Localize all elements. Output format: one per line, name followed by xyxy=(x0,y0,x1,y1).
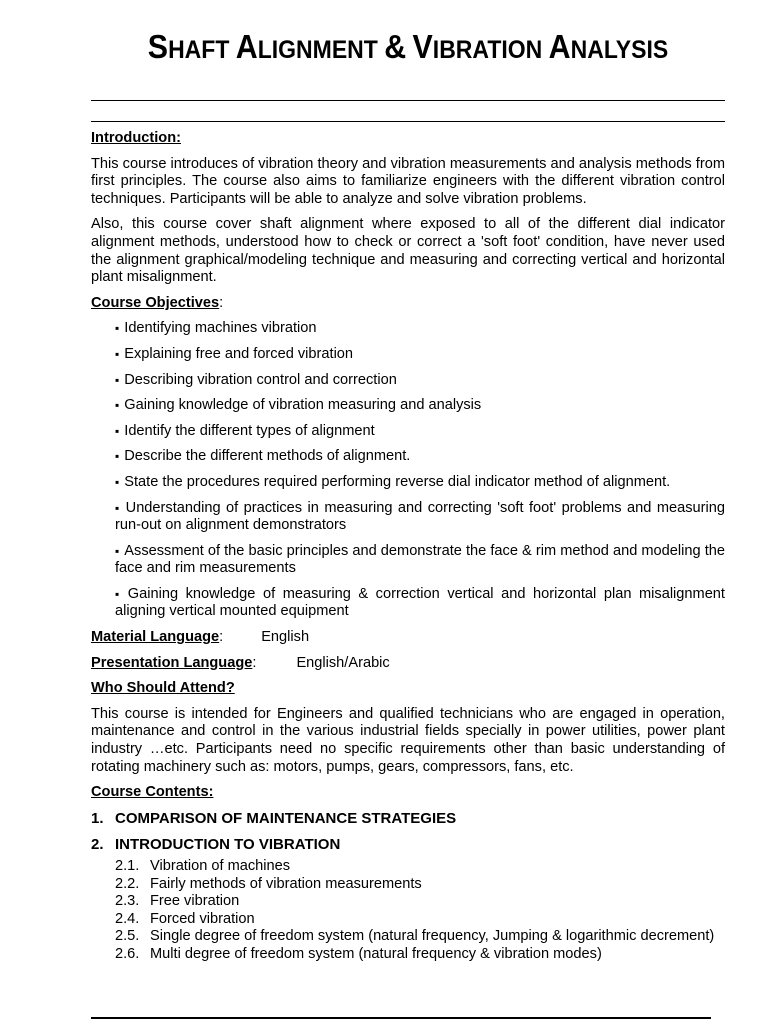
divider xyxy=(91,121,725,122)
material-language-label: Material Language xyxy=(91,629,220,646)
list-item: 2.3. Free vibration xyxy=(115,893,240,910)
list-item: ▪ Gaining knowledge of vibration measuring and analysis xyxy=(115,397,725,415)
list-item: ▪ Describe the different methods of alignment. xyxy=(115,448,725,466)
objectives-heading: Course Objectives: xyxy=(91,294,224,311)
list-item: 2.4. Forced vibration xyxy=(115,910,255,927)
list-item: ▪ Gaining knowledge of measuring & correction vertical and horizontal plan misalignment aligning vertical mounted equipment xyxy=(115,586,725,621)
list-item: ▪ Assessment of the basic principles and demonstrate the face & rim method and modeling the face and rim measurements xyxy=(115,543,725,578)
title-word: & xyxy=(384,28,407,65)
introduction-paragraph: Also, this course cover shaft alignment where exposed to all of the different dial indicator alignment methods, understood how to check or correct a 'soft foot' condition, have never used the alignment graphical/modeling technique and measuring and correcting vertical and horizontal plant misalignment. xyxy=(91,216,725,286)
list-item: 2.1. Vibration of machines xyxy=(115,858,291,874)
contents-heading: Course Contents: xyxy=(91,784,214,801)
subsection-list xyxy=(91,858,725,964)
objectives-list xyxy=(91,320,725,621)
list-item: 2.6. Multi degree of freedom system (natural frequency & vibration modes) xyxy=(115,945,602,962)
material-language-row: Material Language: English xyxy=(91,629,310,646)
presentation-language-value: English/Arabic xyxy=(296,654,390,671)
list-item: 2.2. Fairly methods of vibration measurements xyxy=(115,875,422,892)
introduction-paragraph: This course introduces of vibration theory and vibration measurements and analysis methods from first principles. The course also aims to familiarize engineers with the different vibration control techniques. Participants will be able to analyze and solve vibration problems. xyxy=(91,155,725,207)
page-title xyxy=(116,28,699,66)
presentation-language-row: Presentation Language: English/Arabic xyxy=(91,654,390,671)
title-word: ANALYSIS xyxy=(548,28,669,65)
attend-paragraph: This course is intended for Engineers and qualified technicians who are engaged in operation, maintenance and control in the various industrial fields specially in power utilities, power plant industry …etc. Participants need no specific requirements other than basic understanding of rotating machinery such as: motors, pumps, gears, compressors, fans, etc. xyxy=(91,705,725,775)
section-heading: 1. COMPARISON OF MAINTENANCE STRATEGIES xyxy=(91,809,457,827)
divider xyxy=(91,100,725,101)
document-body xyxy=(91,130,725,964)
title-word: SHAFT xyxy=(147,28,230,65)
list-item: ▪ Understanding of practices in measuring and correcting 'soft foot' problems and measuring run-out on alignment demonstrators xyxy=(115,500,725,535)
list-item: ▪ Explaining free and forced vibration xyxy=(115,346,725,364)
title-word: VIBRATION xyxy=(412,28,543,65)
list-item: 2.5. Single degree of freedom system (natural frequency, Jumping & logarithmic decrement) xyxy=(115,928,715,945)
footer-divider xyxy=(91,1017,711,1019)
list-item: ▪ Describing vibration control and correction xyxy=(115,372,725,390)
introduction-heading: Introduction: xyxy=(91,130,181,146)
list-item: ▪ Identifying machines vibration xyxy=(115,320,725,338)
list-item: ▪ State the procedures required performing reverse dial indicator method of alignment. xyxy=(115,474,725,492)
section-heading: 2. INTRODUCTION TO VIBRATION xyxy=(91,836,341,854)
material-language-value: English xyxy=(261,629,310,646)
attend-heading: Who Should Attend? xyxy=(91,680,235,697)
list-item: ▪ Identify the different types of alignment xyxy=(115,423,725,441)
title-word: ALIGNMENT xyxy=(235,28,378,65)
presentation-language-label: Presentation Language xyxy=(91,654,253,671)
